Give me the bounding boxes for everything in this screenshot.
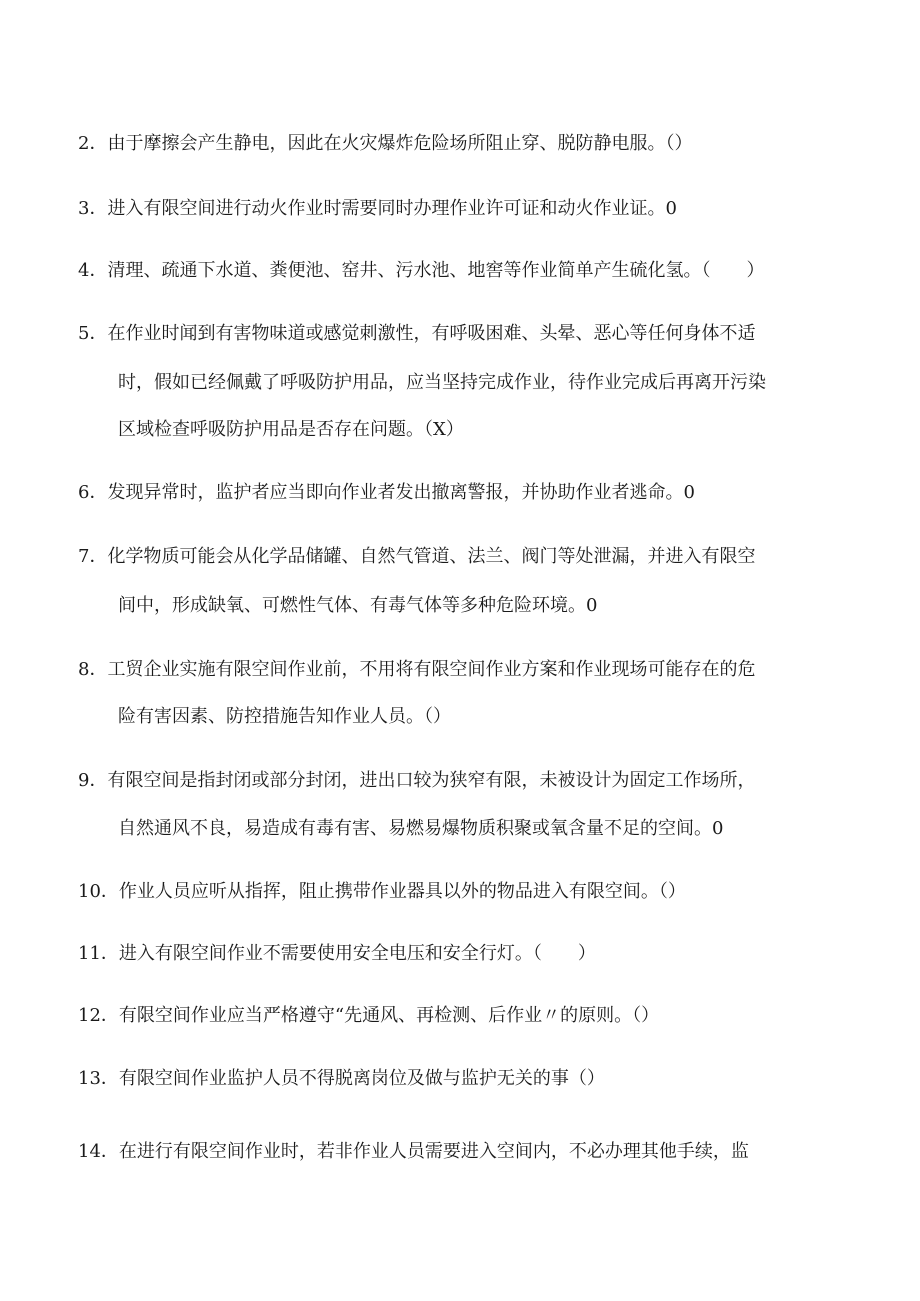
question-number: 9 bbox=[78, 770, 90, 791]
question-number: 2 bbox=[78, 133, 90, 154]
question-number: 5 bbox=[78, 323, 90, 344]
question-7 bbox=[78, 546, 878, 568]
question-number: 6 bbox=[78, 482, 90, 503]
question-8 bbox=[78, 659, 878, 681]
question-number: 8 bbox=[78, 659, 90, 680]
question-text: ．有限空间作业监护人员不得脱离岗位及做与监护无关的事（） bbox=[100, 1068, 605, 1089]
question-number: 7 bbox=[78, 546, 90, 567]
question-text: ．工贸企业实施有限空间作业前，不用将有限空间作业方案和作业现场可能存在的危 bbox=[89, 659, 756, 680]
question-9-line-2: 自然通风不良，易造成有毒有害、易燃易爆物质积聚或氧含量不足的空间。0 bbox=[118, 818, 724, 839]
question-text: ．进入有限空间作业不需要使用安全电压和安全行灯。（ ） bbox=[100, 943, 596, 964]
question-5-line-3: 区域检查呼吸防护用品是否存在问题。（X） bbox=[118, 419, 464, 440]
question-text: ．有限空间是指封闭或部分封闭，进出口较为狭窄有限，未被设计为固定工作场所， bbox=[89, 770, 756, 791]
question-number: 13 bbox=[78, 1068, 101, 1089]
question-text: ．作业人员应听从指挥，阻止携带作业器具以外的物品进入有限空间。（） bbox=[100, 881, 686, 902]
question-text: ．有限空间作业应当严格遵守“先通风、再检测、后作业〃的原则。（） bbox=[100, 1005, 660, 1026]
question-text: ．发现异常时，监护者应当即向作业者发出撤离警报，并协助作业者逃命。0 bbox=[89, 482, 695, 503]
question-number: 14 bbox=[78, 1141, 101, 1162]
question-number: 4 bbox=[78, 260, 90, 281]
question-text: ．在进行有限空间作业时，若非作业人员需要进入空间内，不必办理其他手续，监 bbox=[100, 1141, 749, 1162]
question-7-line-2: 间中，形成缺氧、可燃性气体、有毒气体等多种危险环境。0 bbox=[118, 595, 598, 616]
question-10 bbox=[78, 881, 878, 903]
question-4 bbox=[78, 260, 878, 282]
question-text: ．清理、疏通下水道、粪便池、窑井、污水池、地窖等作业简单产生硫化氢。（ ） bbox=[89, 260, 765, 281]
question-14 bbox=[78, 1141, 878, 1163]
question-number: 3 bbox=[78, 198, 90, 219]
question-number: 12 bbox=[78, 1005, 101, 1026]
question-text: ．在作业时闻到有害物味道或感觉刺激性，有呼吸困难、头晕、恶心等任何身体不适 bbox=[89, 323, 756, 344]
question-2 bbox=[78, 133, 878, 155]
question-3 bbox=[78, 198, 878, 220]
question-number: 10 bbox=[78, 881, 101, 902]
question-9 bbox=[78, 770, 878, 792]
question-8-line-2: 险有害因素、防控措施告知作业人员。（） bbox=[118, 706, 451, 727]
question-number: 11 bbox=[78, 943, 101, 964]
question-6 bbox=[78, 482, 878, 504]
question-12 bbox=[78, 1005, 878, 1027]
question-5 bbox=[78, 323, 878, 345]
question-text: ．化学物质可能会从化学品储罐、自然气管道、法兰、阀门等处泄漏，并进入有限空 bbox=[89, 546, 756, 567]
question-text: ．由于摩擦会产生静电，因此在火灾爆炸危险场所阻止穿、脱防静电服。（） bbox=[89, 133, 693, 154]
question-11 bbox=[78, 943, 878, 965]
question-5-line-2: 时，假如已经佩戴了呼吸防护用品，应当坚持完成作业，待作业完成后再离开污染 bbox=[118, 372, 766, 393]
question-text: ．进入有限空间进行动火作业时需要同时办理作业许可证和动火作业证。0 bbox=[89, 198, 677, 219]
question-13 bbox=[78, 1068, 878, 1090]
